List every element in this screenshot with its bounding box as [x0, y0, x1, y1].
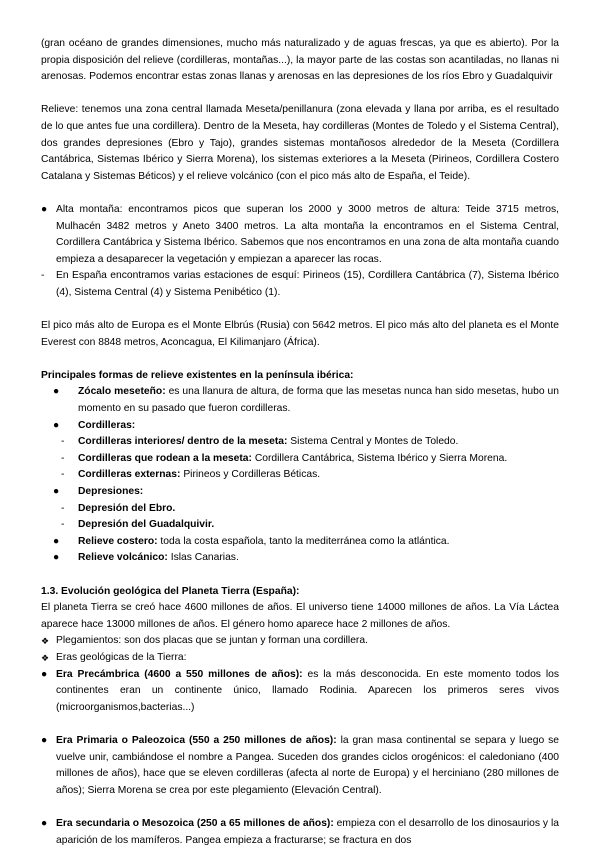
diamond-list [41, 633, 559, 666]
bullet-marker: ● [41, 668, 48, 680]
term: Depresión del Guadalquivir. [78, 519, 215, 531]
list-item [41, 484, 559, 501]
paragraph-earth-age: El planeta Tierra se creó hace 4600 millones de años. El universo tiene 14000 millones de años. La Vía Láctea aparece hace 13000 millones de años. El género homo aparece hace 2 millones de años. [41, 602, 559, 630]
relief-forms-list [41, 384, 559, 567]
list-mountains [41, 202, 559, 302]
bullet-marker: ● [41, 203, 48, 215]
list-item [41, 550, 559, 567]
list-item-text: En España encontramos varias estaciones de esquí: Pirineos (15), Cordillera Cantábrica (7), Sistema Ibérico (4), Sistema Central (4) y Sistema Penibético (1). [56, 270, 559, 298]
eras-list [41, 667, 559, 849]
term: Zócalo meseteño: [78, 386, 166, 398]
list-item [41, 501, 559, 518]
definition: Sistema Central y Montes de Toledo. [287, 436, 459, 448]
dash-marker: - [61, 469, 65, 481]
diamond-marker: ❖ [41, 652, 50, 663]
bullet-marker: ● [53, 535, 60, 547]
definition: Pirineos y Cordilleras Béticas. [180, 469, 321, 481]
bullet-marker: ● [53, 552, 60, 564]
bullet-marker: ● [53, 386, 60, 398]
term: Cordilleras externas: [78, 469, 181, 481]
dash-marker: - [61, 502, 65, 514]
list-item [41, 384, 559, 417]
list-item [41, 650, 559, 667]
era-term: Era Precámbrica (4600 a 550 millones de años): [56, 668, 303, 680]
term: Cordilleras: [78, 419, 136, 431]
dash-marker: - [61, 452, 65, 464]
term: Depresiones: [78, 486, 144, 498]
list-item-text: Alta montaña: encontramos picos que superan los 2000 y 3000 metros de altura: Teide 3715 metros, Mulhacén 3482 metros y Aneto 3400 metros. La alta montaña la encontramos en el Sistema Central, Cordillera Cantábrica y Sistema Ibérico. Sabemos que nos encontramos en una zona de alta montaña cuando empieza a desaparecer la vegetación y empiezan a aparecer las rocas. [56, 203, 559, 265]
dash-marker: - [41, 270, 45, 282]
relief-forms-heading: Principales formas de relieve existentes en la península ibérica: [41, 369, 354, 381]
list-item [41, 667, 559, 717]
bullet-marker: ● [53, 486, 60, 498]
term: Cordilleras que rodean a la meseta: [78, 452, 252, 464]
dash-marker: - [61, 519, 65, 531]
diamond-marker: ❖ [41, 636, 50, 647]
list-item-text: Eras geológicas de la Tierra: [56, 651, 187, 663]
definition: toda la costa española, tanto la mediterránea como la atlántica. [157, 535, 450, 547]
dash-marker: - [61, 436, 65, 448]
term: Depresión del Ebro. [78, 502, 176, 514]
paragraph-highest-peaks: El pico más alto de Europa es el Monte Elbrús (Rusia) con 5642 metros. El pico más alto del planeta es el Monte Everest con 8848 metros, Aconcagua, El Kilimanjaro (África). [41, 320, 559, 348]
list-item [41, 467, 559, 484]
era-description: empieza con el desarrollo de los dinosaurios y la aparición de los mamíferos. Pangea empieza a fracturarse; se fractura en dos [56, 817, 559, 846]
bullet-marker: ● [53, 419, 60, 431]
term: Relieve volcánico: [78, 552, 168, 564]
document-page [41, 36, 559, 849]
definition: es una llanura de altura, de forma que las mesetas nunca han sido mesetas, hubo un momento en su pasado que fueron cordilleras. [78, 386, 559, 415]
era-term: Era Primaria o Paleozoica (550 a 250 millones de años): [56, 734, 337, 746]
bullet-marker: ● [41, 734, 48, 746]
list-item-text: Plegamientos: son dos placas que se juntan y forman una cordillera. [56, 635, 368, 647]
list-item [41, 434, 559, 451]
list-item [41, 418, 559, 435]
paragraph-coasts: (gran océano de grandes dimensiones, mucho más naturalizado y de aguas frescas, ya que es abierto). Por la propia disposición del relieve (cordilleras, montañas...), la mayor parte de las costas son acantiladas, no llanas ni arenosas. Podemos encontrar estas zonas llanas y arenosas en las depresiones de los ríos Ebro y Guadalquivir [41, 38, 559, 83]
list-item [41, 633, 559, 650]
era-description: la gran masa continental se separa y luego se vuelve unir, cambiándose el nombre a Pangea. Suceden dos grandes ciclos orogénicos: el caledoniano (400 millones de años), hace que se eleven cordilleras (afecta al norte de Europa) y el herciniano (280 millones de años); Sierra Morena se crea por este plegamiento (Elevación Central). [56, 734, 559, 796]
bullet-marker: ● [41, 817, 48, 829]
definition: Cordillera Cantábrica, Sistema Ibérico y Sierra Morena. [251, 452, 508, 464]
section-heading: 1.3. Evolución geológica del Planeta Tierra (España): [41, 585, 300, 597]
list-item [41, 451, 559, 468]
list-item [41, 816, 559, 849]
list-item [41, 517, 559, 534]
list-item [41, 202, 559, 268]
term: Relieve costero: [78, 535, 158, 547]
era-description: es la más desconocida. En este momento todos los continentes eran un continente único, llamado Rodinia. Aparecen los primeros seres vivos (microorganismos,bacterias...) [56, 668, 559, 713]
definition: Islas Canarias. [167, 552, 239, 564]
era-term: Era secundaria o Mesozoica (250 a 65 millones de años): [56, 817, 334, 829]
list-item [41, 733, 559, 799]
term: Cordilleras interiores/ dentro de la meseta: [78, 436, 288, 448]
paragraph-relief: Relieve: tenemos una zona central llamada Meseta/penillanura (zona elevada y llana por arriba, es el resultado de lo que antes fue una cordillera). Dentro de la Meseta, hay cordilleras (Montes de Toledo y el Sistema Central), dos grandes depresiones (Ebro y Tajo), grandes sistemas montañosos alrededor de la Meseta (Cordillera Cantábrica, Sistemas Ibérico y Sierra Morena), los sistemas exteriores a la Meseta (Pirineos, Cordillera Costero Catalana y Sistemas Béticos) y el relieve volcánico (con el pico más alto de España, el Teide). [41, 104, 559, 182]
list-item [41, 534, 559, 551]
list-item [41, 268, 559, 301]
